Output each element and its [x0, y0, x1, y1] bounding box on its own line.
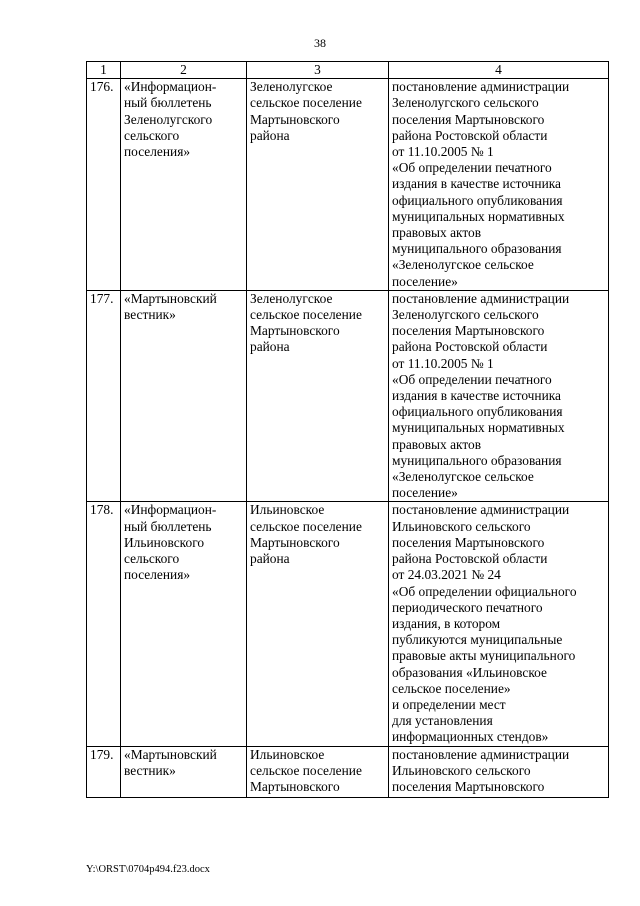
cell-line: от 11.10.2005 № 1	[392, 355, 494, 371]
cell-line: сельское поселение»	[392, 680, 511, 696]
row-number-cell: 176.	[87, 79, 121, 291]
publication-name-cell	[121, 502, 247, 746]
municipality-cell	[247, 79, 389, 291]
cell-line: правовых актов	[392, 225, 482, 241]
legal-act-cell	[389, 502, 609, 746]
publication-name-cell	[121, 290, 247, 502]
cell-line: постановление администрации	[392, 79, 570, 95]
legal-act-cell	[389, 79, 609, 291]
cell-line: «Об определении печатного	[392, 371, 552, 387]
cell-line: правовые акты муниципального	[392, 648, 576, 664]
cell-line: поселение»	[392, 273, 458, 289]
cell-line: муниципальных нормативных	[392, 208, 565, 224]
cell-line: поселение»	[392, 485, 458, 501]
cell-line: ный бюллетень	[124, 95, 212, 111]
table-row	[87, 290, 609, 502]
file-path-footer: Y:\ORST\0704p494.f23.docx	[86, 864, 210, 875]
cell-line: издания в качестве источника	[392, 388, 561, 404]
cell-line: муниципального образования	[392, 241, 562, 257]
cell-line: информационных стендов»	[392, 729, 549, 745]
cell-line: Мартыновского	[250, 323, 340, 339]
cell-line: официального опубликования	[392, 192, 563, 208]
row-number-cell: 178.	[87, 502, 121, 746]
cell-line: сельского	[124, 127, 180, 143]
cell-line: периодического печатного	[392, 599, 543, 615]
page-number: 38	[314, 36, 326, 50]
cell-line: Ильиновского сельского	[392, 518, 531, 534]
cell-line: сельское поселение	[250, 762, 362, 778]
cell-line: сельского	[124, 551, 180, 567]
cell-line: публикуются муниципальные	[392, 632, 563, 648]
column-header: 2	[121, 62, 247, 79]
cell-line: «Мартыновский	[124, 290, 217, 306]
cell-line: района	[250, 551, 290, 567]
cell-line: вестник»	[124, 307, 176, 323]
cell-line: района	[250, 127, 290, 143]
cell-line: Мартыновского	[250, 111, 340, 127]
municipality-cell	[247, 290, 389, 502]
column-header: 4	[389, 62, 609, 79]
legal-act-cell	[389, 290, 609, 502]
cell-line: постановление администрации	[392, 290, 570, 306]
cell-line: издания, в котором	[392, 615, 501, 631]
cell-line: «Зеленолугское сельское	[392, 469, 534, 485]
cell-line: поселения Мартыновского	[392, 323, 545, 339]
cell-line: поселения Мартыновского	[392, 778, 545, 794]
cell-line: от 24.03.2021 № 24	[392, 567, 501, 583]
column-header: 3	[247, 62, 389, 79]
cell-line: издания в качестве источника	[392, 176, 561, 192]
cell-line: «Об определении официального	[392, 583, 577, 599]
cell-line: сельское поселение	[250, 95, 362, 111]
cell-line: «Мартыновский	[124, 746, 217, 762]
cell-line: района Ростовской области	[392, 339, 548, 355]
cell-line: «Зеленолугское сельское	[392, 257, 534, 273]
cell-line: района Ростовской области	[392, 551, 548, 567]
publication-name-cell	[121, 79, 247, 291]
cell-line: «Информацион-	[124, 79, 217, 95]
cell-line: района Ростовской области	[392, 127, 548, 143]
registry-table	[86, 61, 609, 798]
cell-line: правовых актов	[392, 436, 482, 452]
cell-line: поселения»	[124, 567, 191, 583]
legal-act-cell	[389, 746, 609, 797]
table-row	[87, 746, 609, 797]
publication-name-cell	[121, 746, 247, 797]
column-header: 1	[87, 62, 121, 79]
cell-line: Ильиновского	[124, 534, 205, 550]
cell-line: поселения»	[124, 144, 191, 160]
cell-line: Ильиновское	[250, 502, 325, 518]
cell-line: Ильиновского сельского	[392, 762, 531, 778]
cell-line: района	[250, 339, 290, 355]
cell-line: «Об определении печатного	[392, 160, 552, 176]
cell-line: Зеленолугское	[250, 79, 333, 95]
cell-line: сельское поселение	[250, 307, 362, 323]
cell-line: официального опубликования	[392, 404, 563, 420]
table-row	[87, 502, 609, 746]
cell-line: Мартыновского	[250, 778, 340, 794]
municipality-cell	[247, 746, 389, 797]
cell-line: образования «Ильиновское	[392, 664, 547, 680]
cell-line: поселения Мартыновского	[392, 111, 545, 127]
table-header-row	[87, 62, 609, 79]
cell-line: поселения Мартыновского	[392, 534, 545, 550]
cell-line: Мартыновского	[250, 534, 340, 550]
cell-line: вестник»	[124, 762, 176, 778]
row-number-cell: 177.	[87, 290, 121, 502]
cell-line: для установления	[392, 713, 493, 729]
cell-line: Зеленолугского сельского	[392, 95, 539, 111]
cell-line: Зеленолугского сельского	[392, 307, 539, 323]
cell-line: ный бюллетень	[124, 518, 212, 534]
cell-line: Ильиновское	[250, 746, 325, 762]
cell-line: Зеленолугского	[124, 111, 213, 127]
table-row	[87, 79, 609, 291]
cell-line: постановление администрации	[392, 502, 570, 518]
cell-line: Зеленолугское	[250, 290, 333, 306]
cell-line: и определении мест	[392, 696, 506, 712]
cell-line: муниципального образования	[392, 452, 562, 468]
cell-line: муниципальных нормативных	[392, 420, 565, 436]
cell-line: постановление администрации	[392, 746, 570, 762]
cell-line: сельское поселение	[250, 518, 362, 534]
cell-line: от 11.10.2005 № 1	[392, 144, 494, 160]
cell-line: «Информацион-	[124, 502, 217, 518]
municipality-cell	[247, 502, 389, 746]
row-number-cell: 179.	[87, 746, 121, 797]
